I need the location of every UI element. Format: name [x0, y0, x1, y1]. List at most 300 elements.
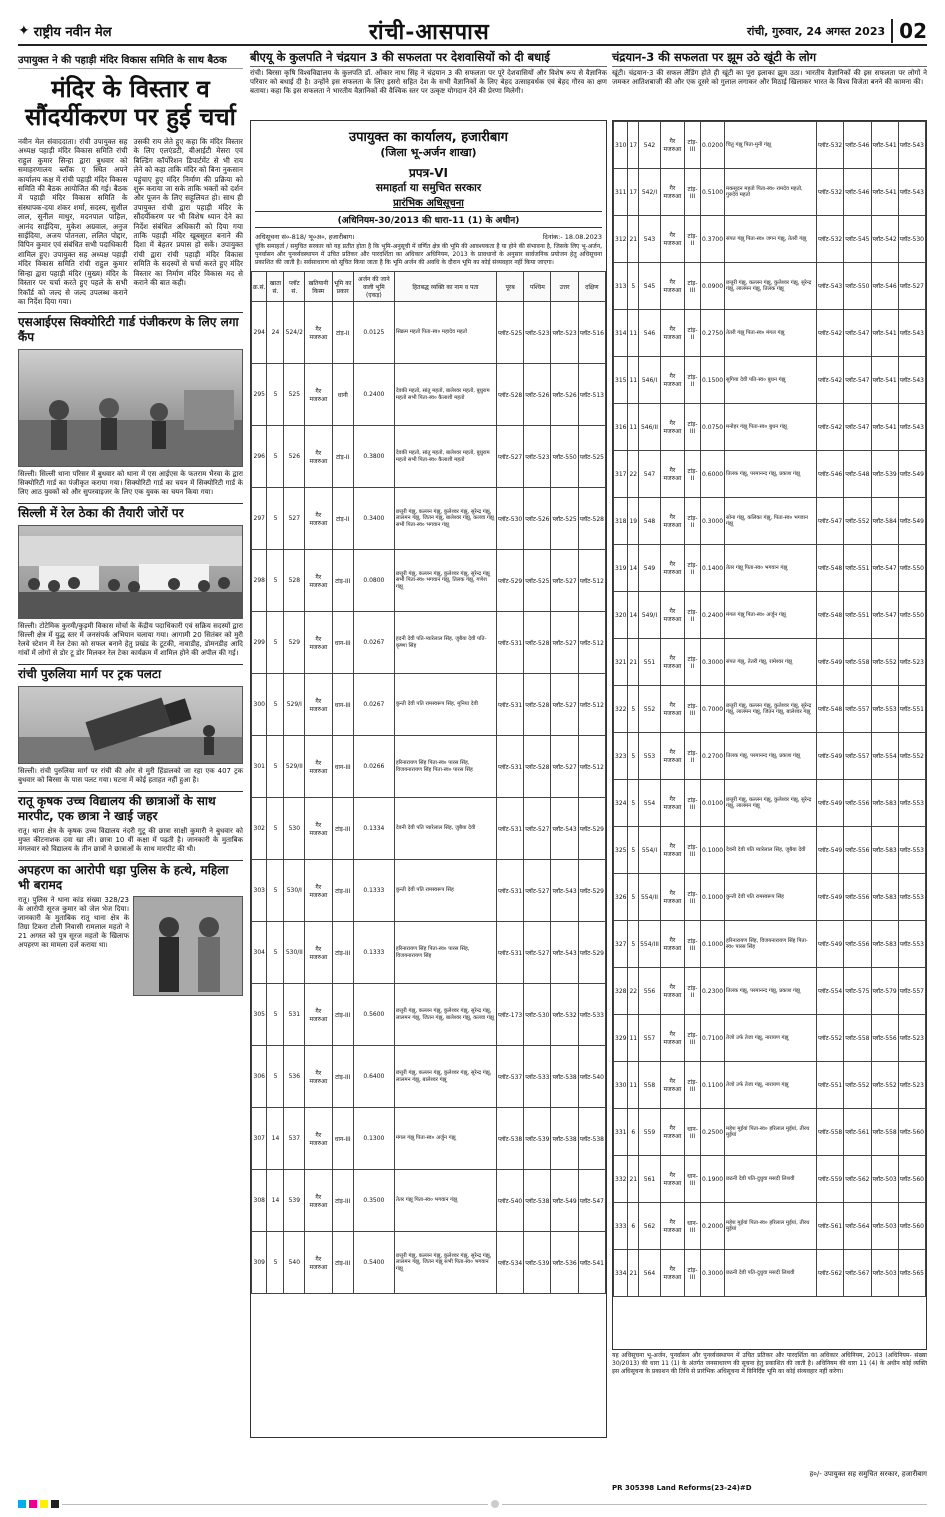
- table-row: [614, 827, 926, 874]
- table-cell-kism: गैर मजरुआ: [660, 357, 684, 404]
- table-cell-area: 0.2500: [701, 1109, 725, 1156]
- table-cell-sl: 320: [614, 592, 628, 639]
- table-cell-s: प्लॉट-543: [898, 404, 925, 451]
- table-cell-n: प्लॉट-547: [871, 545, 898, 592]
- notice-meta: [251, 230, 606, 243]
- table-cell-e: प्लॉट-558: [817, 1109, 844, 1156]
- table-cell-type: टांड़-III: [684, 1062, 700, 1109]
- table-cell-w: प्लॉट-551: [844, 545, 871, 592]
- table-cell-area: 0.2750: [701, 310, 725, 357]
- table-cell-n: प्लॉट-546: [871, 263, 898, 310]
- table-cell-sl: 309: [252, 1232, 267, 1294]
- table-cell-w: प्लॉट-546: [844, 122, 871, 169]
- table-cell-sl: 334: [614, 1250, 628, 1297]
- table-cell-area: 0.1000: [701, 874, 725, 921]
- table-cell-e: प्लॉट-538: [497, 1108, 524, 1170]
- table-cell-w: प्लॉट-547: [844, 404, 871, 451]
- table-cell-owner: तिलक गंझू, परमानन्द गंझू, प्रकाश गंझू: [725, 968, 817, 1015]
- table-cell-type: टांड़-II: [332, 302, 353, 364]
- table-cell-owner: संपत गंझू पिता-स्व० जगन गंझू, तेतरी गंझू: [725, 216, 817, 263]
- table-cell-e: प्लॉट-542: [817, 310, 844, 357]
- table-cell-type: धानी: [332, 364, 353, 426]
- table-row: [252, 1046, 606, 1108]
- table-row: [252, 674, 606, 736]
- table-cell-w: प्लॉट-546: [844, 169, 871, 216]
- table-cell-plot: 525: [284, 364, 305, 426]
- table-cell-type: टांड़-III: [684, 874, 700, 921]
- table-cell-area: 0.0267: [353, 612, 394, 674]
- notice-land-table: [251, 271, 606, 1294]
- table-cell-s: प्लॉट-543: [898, 310, 925, 357]
- table-cell-plot: 554: [639, 780, 661, 827]
- story2-body: सिल्ली। सिल्ली थाना परिसर में बुधवार को थाना में एस आईएस के फतराम भैरवा के द्वारा सिक्योरिटी गार्ड का पंजीकृत कराया गया। सिक्योरिटी गार्ड का चयन में सिक्योरिटी गार्ड के लिए आठ युवकों को और सुपरवाइजर के लिए एक युवक का चयन किया गया।: [18, 470, 243, 497]
- table-cell-kism: गैर मजरुआ: [305, 612, 332, 674]
- table-cell-e: प्लॉट-529: [497, 550, 524, 612]
- table-cell-e: प्लॉट-549: [817, 827, 844, 874]
- color-registration-bar: [18, 1498, 927, 1510]
- table-cell-plot: 554/I: [639, 827, 661, 874]
- table-cell-owner: सुगिया देवी पति-स्व० बुधन गंझू: [725, 357, 817, 404]
- table-row: [252, 922, 606, 984]
- table-cell-area: 0.2000: [701, 1203, 725, 1250]
- table-cell-n: प्लॉट-542: [871, 216, 898, 263]
- table-cell-plot: 540: [284, 1232, 305, 1294]
- table-cell-s: प्लॉट-543: [898, 122, 925, 169]
- table-cell-type: टांड़-III: [684, 1250, 700, 1297]
- table-cell-w: प्लॉट-552: [844, 498, 871, 545]
- table-cell-s: प्लॉट-543: [898, 357, 925, 404]
- notice-date: दिनांक:- 18.08.2023: [542, 233, 602, 241]
- table-cell-khata: 22: [628, 968, 639, 1015]
- table-row: [614, 1156, 926, 1203]
- table-cell-khata: 22: [628, 451, 639, 498]
- table-cell-sl: 299: [252, 612, 267, 674]
- table-cell-plot: 539: [284, 1170, 305, 1232]
- page-number: 02: [891, 19, 927, 43]
- table-cell-plot: 531: [284, 984, 305, 1046]
- table-cell-s: प्लॉट-523: [898, 1015, 925, 1062]
- table-cell-type: टांड़-II: [684, 545, 700, 592]
- table-cell-kism: गैर मजरुआ: [305, 922, 332, 984]
- table-cell-n: प्लॉट-583: [871, 780, 898, 827]
- table-cell-n: प्लॉट-538: [551, 1108, 578, 1170]
- table-cell-w: प्लॉट-558: [844, 639, 871, 686]
- table-cell-type: टांड़-II: [684, 968, 700, 1015]
- table-cell-plot: 546/II: [639, 404, 661, 451]
- table-cell-area: 0.3700: [701, 216, 725, 263]
- table-cell-type: टांड़-III: [684, 1015, 700, 1062]
- table-cell-owner: छत्तुरी गंझू, कल्लन गंझू, कुलेश्वर गंझू, सुरेन्द्र गंझू, लालमन गंझू, जितन गंझू सभी पिता-स्व० भगवान गंझू: [394, 1232, 496, 1294]
- table-cell-n: प्लॉट-527: [551, 612, 578, 674]
- table-cell-owner: हरिनारायण सिंह पिता-स्व० पारस सिंह, विजयनारायण सिंह पिता-स्व० पारस सिंह: [394, 736, 496, 798]
- table-cell-khata: 5: [267, 736, 284, 798]
- table-cell-owner: तेतर गंझू पिता-स्व० भगवान गंझू: [725, 545, 817, 592]
- table-cell-s: प्लॉट-525: [578, 426, 605, 488]
- table-cell-e: प्लॉट-546: [817, 451, 844, 498]
- table-cell-s: प्लॉट-523: [898, 1062, 925, 1109]
- table-cell-w: प्लॉट-525: [524, 550, 551, 612]
- table-cell-n: प्लॉट-541: [871, 310, 898, 357]
- table-cell-owner: तेतर गंझू पिता-स्व० भगवान गंझू: [394, 1170, 496, 1232]
- table-cell-s: प्लॉट-553: [898, 827, 925, 874]
- table-cell-kism: गैर मजरुआ: [660, 874, 684, 921]
- table-cell-n: प्लॉट-553: [871, 686, 898, 733]
- table-cell-w: प्लॉट-539: [524, 1108, 551, 1170]
- table-cell-s: प्लॉट-512: [578, 612, 605, 674]
- table-cell-e: प्लॉट-530: [497, 488, 524, 550]
- table-cell-n: प्लॉट-503: [871, 1156, 898, 1203]
- table-cell-w: प्लॉट-530: [524, 984, 551, 1046]
- table-cell-plot: 546/I: [639, 357, 661, 404]
- table-cell-area: 0.3400: [353, 488, 394, 550]
- top-story-bau: [250, 50, 607, 97]
- table-cell-n: प्लॉट-583: [871, 874, 898, 921]
- table-cell-plot: 528: [284, 550, 305, 612]
- table-cell-area: 0.1100: [701, 1062, 725, 1109]
- table-cell-khata: 5: [267, 860, 284, 922]
- story4-headline: रांची पुरुलिया मार्ग पर ट्रक पलटा: [18, 664, 243, 682]
- table-cell-s: प्लॉट-553: [898, 780, 925, 827]
- table-cell-n: प्लॉट-552: [871, 639, 898, 686]
- table-cell-type: टांड़-II: [684, 733, 700, 780]
- table-cell-s: प्लॉट-513: [578, 364, 605, 426]
- table-cell-kism: गैर मजरुआ: [305, 674, 332, 736]
- table-cell-khata: 14: [628, 592, 639, 639]
- table-cell-w: प्लॉट-527: [524, 798, 551, 860]
- table-cell-n: प्लॉट-543: [551, 860, 578, 922]
- table-cell-e: प्लॉट-542: [817, 357, 844, 404]
- table-cell-area: 0.1333: [353, 922, 394, 984]
- table-row: [614, 592, 926, 639]
- table-cell-s: प्लॉट-550: [898, 592, 925, 639]
- table-cell-kism: गैर मजरुआ: [660, 451, 684, 498]
- table-cell-owner: कुन्ती देवी पति रामस्वरूप सिंह: [725, 874, 817, 921]
- table-row: [252, 364, 606, 426]
- table-cell-w: प्लॉट-526: [524, 488, 551, 550]
- table-cell-n: प्लॉट-503: [871, 1250, 898, 1297]
- table-cell-e: प्लॉट-559: [817, 1156, 844, 1203]
- table-cell-plot: 554/III: [639, 921, 661, 968]
- table-cell-owner: हदनी देवी पति-प्यारेलाल सिंह, जुबैया देवी पति-कृष्णा सिंह: [394, 612, 496, 674]
- table-cell-type: धान-III: [684, 1156, 700, 1203]
- table-cell-e: प्लॉट-552: [817, 1015, 844, 1062]
- table-cell-s: प्लॉट-541: [578, 1232, 605, 1294]
- table-row: [614, 780, 926, 827]
- notice-office: उपायुक्त का कार्यालय, हजारीबाग: [349, 130, 508, 145]
- table-cell-w: प्लॉट-528: [524, 674, 551, 736]
- table-cell-w: प्लॉट-558: [844, 1015, 871, 1062]
- table-cell-e: प्लॉट-532: [817, 122, 844, 169]
- table-cell-sl: 301: [252, 736, 267, 798]
- table-cell-s: प्लॉट-553: [898, 921, 925, 968]
- table-cell-w: प्लॉट-545: [844, 216, 871, 263]
- table-cell-sl: 308: [252, 1170, 267, 1232]
- table-cell-s: प्लॉट-527: [898, 263, 925, 310]
- table-cell-sl: 314: [614, 310, 628, 357]
- story2-headline: एसआईएस सिक्योरिटी गार्ड पंजीकरण के लिए लगा कैंप: [18, 312, 243, 345]
- table-cell-e: प्लॉट-531: [497, 922, 524, 984]
- table-cell-s: प्लॉट-523: [898, 639, 925, 686]
- table-cell-w: प्लॉट-547: [844, 310, 871, 357]
- table-cell-n: प्लॉट-579: [871, 968, 898, 1015]
- table-cell-e: प्लॉट-548: [817, 592, 844, 639]
- table-cell-n: प्लॉट-583: [871, 827, 898, 874]
- table-cell-kism: गैर मजरुआ: [305, 798, 332, 860]
- registration-dot: [491, 1500, 499, 1508]
- table-cell-s: प्लॉट-540: [578, 1046, 605, 1108]
- table-cell-kism: गैर मजरुआ: [660, 1015, 684, 1062]
- table-cell-khata: 5: [628, 874, 639, 921]
- table-cell-khata: 5: [267, 550, 284, 612]
- table-cell-kism: गैर मजरुआ: [660, 310, 684, 357]
- table-cell-sl: 330: [614, 1062, 628, 1109]
- table-cell-type: टांड़-III: [684, 263, 700, 310]
- table-cell-plot: 559: [639, 1109, 661, 1156]
- photo-truck-overturned-art: [19, 687, 243, 764]
- table-cell-kism: गैर मजरुआ: [305, 1170, 332, 1232]
- table-cell-khata: 21: [628, 639, 639, 686]
- table-cell-s: प्लॉट-553: [898, 874, 925, 921]
- table-cell-n: प्लॉट-543: [551, 922, 578, 984]
- photo-truck-overturned: [18, 686, 243, 764]
- table-cell-w: प्लॉट-556: [844, 921, 871, 968]
- table-cell-area: 0.0267: [353, 674, 394, 736]
- table-cell-e: प्लॉट-542: [817, 404, 844, 451]
- table-cell-sl: 326: [614, 874, 628, 921]
- table-cell-owner: मनोहर गंझू पिता-स्व० बुधन गंझू: [725, 404, 817, 451]
- table-cell-kism: गैर मजरुआ: [660, 122, 684, 169]
- table-cell-khata: 11: [628, 1015, 639, 1062]
- notice-authority: समाहर्ता या समुचित सरकार: [375, 182, 482, 194]
- table-cell-area: 0.3800: [353, 426, 394, 488]
- land-acquisition-notice: [250, 120, 607, 1438]
- table-row: [614, 169, 926, 216]
- table-cell-n: प्लॉट-583: [871, 921, 898, 968]
- table-row: [614, 921, 926, 968]
- table-cell-kism: गैर मजरुआ: [660, 216, 684, 263]
- table-cell-n: प्लॉट-532: [551, 984, 578, 1046]
- table-cell-sl: 325: [614, 827, 628, 874]
- table-cell-kism: गैर मजरुआ: [660, 1250, 684, 1297]
- notice-table-header-row: [252, 272, 606, 302]
- table-cell-e: प्लॉट-531: [497, 612, 524, 674]
- table-cell-e: प्लॉट-532: [817, 216, 844, 263]
- table-cell-area: 0.5600: [353, 984, 394, 1046]
- masthead: [18, 18, 927, 46]
- table-cell-khata: 11: [628, 310, 639, 357]
- table-cell-type: टांड़-III: [684, 827, 700, 874]
- table-cell-owner: देवकी महतो, सांतु महतो, बालेश्वर महतो, बुधुराम महतो सभी पिता-स्व० कैलाशी महतो: [394, 426, 496, 488]
- table-row: [614, 122, 926, 169]
- table-cell-s: प्लॉट-512: [578, 674, 605, 736]
- notice-land-table-continued: [612, 120, 927, 1350]
- table-cell-n: प्लॉट-541: [871, 357, 898, 404]
- table-cell-owner: देवनी देवी पति प्यारेलाल सिंह, जुबैया देवी: [725, 827, 817, 874]
- notice-header: [251, 121, 606, 230]
- lead-body-col2: उसकी राय लेते हुए कहा कि मंदिर विस्तार के लिए एलएंडटी, बीआईटी मेसरा एवं बिल्डिंग कॉर्पोरेशन डिपार्टमेंट से भी राय लेने को कहा ताकि मंदिर को बिना नुकसान पहुंचाए हुए मंदिर निर्माण की प्रक्रिया को शुरू कराया जा सके ताकि भक्तों को दर्शन और पूजन के लिए सहूलियत हो। साथ ही उपायुक्त रांची द्वारा पहाड़ी मंदिर के सौंदर्यीकरण पर भी विशेष ध्यान देने का निर्देश संबंधित अधिकारी को दिया गया ताकि पहाड़ी मंदिर खूबसूरत बनाने की दिशा में बेहतर प्रयास हो सकें। उपायुक्त रांची द्वारा रांची पहाड़ी मंदिर विकास समिति के सदस्यों से चर्चा करते हुए मंदिर विस्तार का निर्माण मंदिर विकास मद से कराने की बात कही।: [133, 137, 243, 288]
- registration-line: [62, 1504, 488, 1505]
- table-cell-w: प्लॉट-556: [844, 874, 871, 921]
- notice-intro: चूंकि समाहर्ता / समुचित सरकार को यह प्रतीत होता है कि भूमि-अनुसूची में वर्णित क्षेत्र की भूमि की आवश्यकता है या होने की संभावना है, जिसके लिए भू-अर्जन, पुनर्वासन और पुनर्व्यवस्थापन में उचित प्रतिकर और पारदर्शिता का अधिकार अधिनियम, 2013 के प्रावधानों के अनुसार सार्वजनिक प्रयोजन हेतु अधिसूचना प्रकाशित की जाती है। सर्वसाधारण को सूचित किया जाता है कि भूमि अर्जन की अवधि के दौरान भूमि का कोई संव्यवहार नहीं किया जाएगा।: [255, 243, 602, 266]
- table-row: [252, 736, 606, 798]
- table-cell-plot: 543: [639, 216, 661, 263]
- table-cell-area: 0.3000: [701, 1250, 725, 1297]
- table-cell-s: प्लॉट-560: [898, 1109, 925, 1156]
- table-cell-plot: 548: [639, 498, 661, 545]
- table-cell-kism: गैर मजरुआ: [660, 733, 684, 780]
- table-cell-s: प्लॉट-543: [898, 169, 925, 216]
- table-cell-w: प्लॉट-547: [844, 357, 871, 404]
- table-cell-n: प्लॉट-547: [871, 592, 898, 639]
- table-row: [252, 1108, 606, 1170]
- table-cell-khata: 14: [267, 1170, 284, 1232]
- table-cell-plot: 554/II: [639, 874, 661, 921]
- table-cell-plot: 530/II: [284, 922, 305, 984]
- table-cell-s: प्लॉट-512: [578, 736, 605, 798]
- table-cell-plot: 530: [284, 798, 305, 860]
- table-cell-s: प्लॉट-529: [578, 860, 605, 922]
- table-cell-s: प्लॉट-533: [578, 984, 605, 1046]
- table-cell-kism: गैर मजरुआ: [660, 1203, 684, 1250]
- table-cell-sl: 331: [614, 1109, 628, 1156]
- table-cell-type: टांड़-III: [684, 686, 700, 733]
- table-cell-e: प्लॉट-537: [497, 1046, 524, 1108]
- table-cell-kism: गैर मजरुआ: [660, 921, 684, 968]
- table-cell-w: प्लॉट-527: [524, 860, 551, 922]
- table-cell-n: प्लॉट-541: [871, 169, 898, 216]
- story6-headline: अपहरण का आरोपी धड़ा पुलिस के हत्थे, महिला भी बरामद: [18, 860, 243, 893]
- table-cell-w: प्लॉट-564: [844, 1203, 871, 1250]
- table-cell-e: प्लॉट-540: [497, 1170, 524, 1232]
- table-cell-area: 0.2400: [353, 364, 394, 426]
- table-cell-owner: संपत गंझू, तेतरी गंझू, रामेश्वर गंझू: [725, 639, 817, 686]
- table-cell-type: टांड़-II: [332, 488, 353, 550]
- table-cell-e: प्लॉट-525: [497, 302, 524, 364]
- dateline: रांची, गुरुवार, 24 अगस्त 2023: [746, 24, 886, 38]
- table-cell-khata: 17: [628, 169, 639, 216]
- table-cell-area: 0.2400: [701, 592, 725, 639]
- table-cell-sl: 303: [252, 860, 267, 922]
- table-cell-kism: गैर मजरुआ: [660, 169, 684, 216]
- table-cell-type: टांड़-II: [684, 639, 700, 686]
- table-cell-khata: 5: [628, 921, 639, 968]
- table-cell-n: प्लॉट-549: [551, 1170, 578, 1232]
- table-cell-kism: गैर मजरुआ: [660, 968, 684, 1015]
- table-cell-n: प्लॉट-584: [871, 498, 898, 545]
- table-cell-kism: गैर मजरुआ: [660, 686, 684, 733]
- table-cell-kism: गैर मजरुआ: [660, 592, 684, 639]
- table-cell-area: 0.2300: [701, 968, 725, 1015]
- table-cell-sl: 332: [614, 1156, 628, 1203]
- table-cell-type: टांड़-III: [684, 921, 700, 968]
- table-cell-n: प्लॉट-558: [871, 1109, 898, 1156]
- table-row: [252, 426, 606, 488]
- table-cell-area: 0.1000: [701, 827, 725, 874]
- table-cell-n: प्लॉट-527: [551, 736, 578, 798]
- table-cell-plot: 529/II: [284, 736, 305, 798]
- lead-headline: मंदिर के विस्तार व सौंदर्यीकरण पर हुई चर्चा: [25, 74, 236, 131]
- table-cell-n: प्लॉट-554: [871, 733, 898, 780]
- table-cell-s: प्लॉट-557: [898, 968, 925, 1015]
- dateline-block: [747, 19, 927, 43]
- table-cell-owner: देवकी महतो, सांतु महतो, बालेश्वर महतो, बुधुराम महतो सभी पिता-स्व० कैलाशी महतो: [394, 364, 496, 426]
- table-cell-sl: 323: [614, 733, 628, 780]
- table-cell-area: 0.3000: [701, 639, 725, 686]
- table-cell-e: प्लॉट-549: [817, 874, 844, 921]
- table-cell-khata: 11: [628, 404, 639, 451]
- table-cell-khata: 5: [267, 798, 284, 860]
- table-cell-kism: गैर मजरुआ: [305, 736, 332, 798]
- table-cell-plot: 549: [639, 545, 661, 592]
- table-header-cell: खतियानी किस्म: [305, 272, 332, 302]
- table-cell-plot: 529: [284, 612, 305, 674]
- table-cell-n: प्लॉट-503: [871, 1203, 898, 1250]
- table-cell-kism: गैर मजरुआ: [660, 498, 684, 545]
- table-cell-owner: मंगल गंझू पिता-स्व० अर्जुन गंझू: [725, 592, 817, 639]
- table-cell-sl: 298: [252, 550, 267, 612]
- table-cell-khata: 6: [628, 1203, 639, 1250]
- table-cell-n: प्लॉट-523: [551, 302, 578, 364]
- table-cell-kism: गैर मजरुआ: [305, 1108, 332, 1170]
- table-cell-kism: गैर मजरुआ: [305, 984, 332, 1046]
- table-row: [614, 874, 926, 921]
- table-cell-plot: 542: [639, 122, 661, 169]
- brand-name: राष्ट्रीय नवीन मेल: [33, 25, 112, 40]
- left-column: [18, 50, 243, 1490]
- table-cell-kism: गैर मजरुआ: [660, 404, 684, 451]
- top-story-khunti: [612, 50, 927, 87]
- table-row: [614, 310, 926, 357]
- table-cell-owner: महेश मुईयां पिता-स्व० हरिलाल मुईयां, तीरथ मुईयां: [725, 1203, 817, 1250]
- table-cell-sl: 297: [252, 488, 267, 550]
- table-row: [252, 1170, 606, 1232]
- notice-office-sub: (जिला भू-अर्जन शाखा): [380, 146, 477, 159]
- table-cell-e: प्लॉट-527: [497, 426, 524, 488]
- table-cell-area: 0.6000: [701, 451, 725, 498]
- table-row: [614, 1062, 926, 1109]
- table-cell-type: टांड़-III: [332, 1170, 353, 1232]
- table-cell-sl: 321: [614, 639, 628, 686]
- table-cell-type: धान-III: [332, 1108, 353, 1170]
- table-row: [614, 451, 926, 498]
- table-cell-s: प्लॉट-528: [578, 488, 605, 550]
- table-cell-plot: 527: [284, 488, 305, 550]
- right-table-body: [614, 122, 926, 1297]
- table-cell-area: 0.6400: [353, 1046, 394, 1108]
- story5-headline: रातू कृषक उच्च विद्यालय की छात्राओं के साथ मारपीट, एक छात्रा ने खाई जहर: [18, 791, 243, 824]
- table-cell-owner: छत्तुरी गंझू, कल्लन गंझू, कुलेश्वर गंझू, सुरेन्द्र गंझू, लालमन गंझू, जितन गंझू, बालेश्वर गंझू, कलवा गंझू: [394, 984, 496, 1046]
- table-cell-khata: 5: [267, 674, 284, 736]
- table-cell-s: प्लॉट-547: [578, 1170, 605, 1232]
- table-cell-type: टांड़-III: [332, 1046, 353, 1108]
- table-cell-khata: 11: [628, 1062, 639, 1109]
- table-cell-s: प्लॉट-560: [898, 1156, 925, 1203]
- table-cell-w: प्लॉट-526: [524, 364, 551, 426]
- table-cell-plot: 529/I: [284, 674, 305, 736]
- table-cell-kism: गैर मजरुआ: [660, 263, 684, 310]
- table-cell-plot: 537: [284, 1108, 305, 1170]
- table-cell-n: प्लॉट-543: [551, 798, 578, 860]
- table-cell-khata: 5: [267, 984, 284, 1046]
- table-cell-type: टांड़-III: [332, 798, 353, 860]
- table-cell-sl: 302: [252, 798, 267, 860]
- notice-table-head: [252, 272, 606, 302]
- table-cell-plot: 556: [639, 968, 661, 1015]
- table-cell-kism: गैर मजरुआ: [660, 1109, 684, 1156]
- table-cell-type: टांड़-II: [684, 498, 700, 545]
- table-cell-sl: 295: [252, 364, 267, 426]
- table-row: [252, 488, 606, 550]
